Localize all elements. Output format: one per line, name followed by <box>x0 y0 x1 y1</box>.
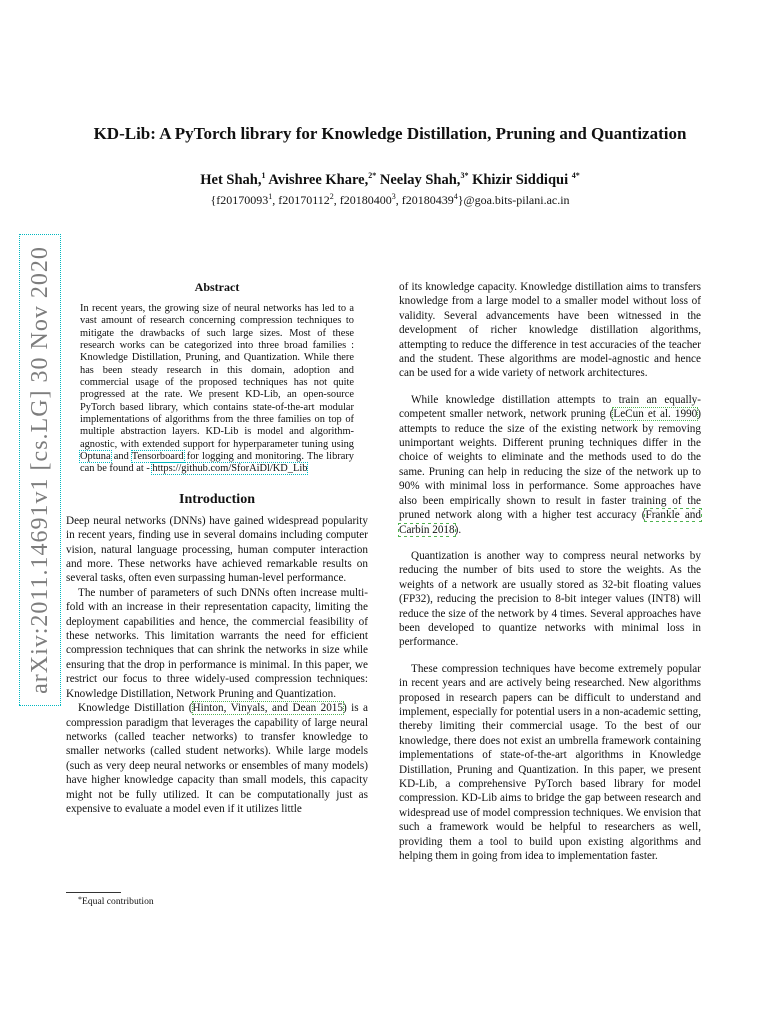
author-4: Khizir Siddiqui <box>468 172 572 188</box>
paper-title: KD-Lib: A PyTorch library for Knowledge Distillation, Pruning and Quantization <box>93 124 687 143</box>
email-3: , f20180400 <box>333 193 392 207</box>
email-2: , f20170112 <box>272 193 330 207</box>
citation-frankle[interactable]: Frankle and Carbin 2018 <box>399 509 701 536</box>
abstract-body <box>80 303 354 476</box>
citation-hinton[interactable]: Hinton, Vinyals, and Dean 2015 <box>192 702 343 715</box>
author-2: Avishree Khare, <box>265 172 369 188</box>
email-sup-1: 1 <box>268 192 273 201</box>
right-column <box>399 280 701 863</box>
arxiv-identifier[interactable]: arXiv:2011.14691v1 [cs.LG] 30 Nov 2020 <box>20 235 60 705</box>
intro-paragraph-2: The number of parameters of such DNNs often increase multi-fold with an increase in their representation capacity, limiting the deployment capabilities and hence, the commercial feasibility of these networks. This limitation warrants the need for efficient compression techniques that can shrink the networks in size while ensuring that the drop in performance is minimal. In this paper, we restrict our focus to three widely-used compression techniques: Knowledge Distillation, Network Pruning and Quantization. <box>66 586 368 700</box>
author-3: Neelay Shah, <box>376 172 461 188</box>
tensorboard-link[interactable]: Tensorboard <box>131 451 184 463</box>
intro-paragraph-1: Deep neural networks (DNNs) have gained widespread popularity in recent years, finding use in several domains including computer vision, natural language processing, human computer interaction and more. These networks have achieved remarkable results on several tasks, often even surpassing human-level performance. <box>66 514 368 585</box>
author-4-affiliation: 4* <box>571 171 580 180</box>
right-paragraph-1: of its knowledge capacity. Knowledge distillation aims to transfers knowledge from a large model to a smaller model without loss of validity. Several advancements have been witnessed in the development of richer knowledge distillation algorithms, attempting to reduce the difference in test accuracies of the teacher and the student. These algorithms are model-agnostic and hence can be used for a wide variety of network architectures. <box>399 281 701 380</box>
email-sup-3: 3 <box>391 192 396 201</box>
author-3-affiliation: 3* <box>460 171 469 180</box>
intro-p3-start: Knowledge Distillation ( <box>78 702 193 715</box>
email-sup-4: 4 <box>453 192 458 201</box>
email-sup-2: 2 <box>329 192 334 201</box>
abstract-text: In recent years, the growing size of neural networks has led to a vast amount of research concerning compression techniques to mitigate the drawbacks of such large sizes. Most of these research works can be categorized into three broad families : Knowledge Distillation, Pruning, and Quantization. While there has been steady research in this domain, adoption and commercial usage of the proposed techniques has not quite progressed at the rate. We present KD-Lib, an open-source PyTorch based library, which contains state-of-the-art modular implementations of algorithms from the three families on top of multiple abstraction layers. KD-Lib is model and algorithm-agnostic, with extended support for hyperparameter tuning using <box>80 303 354 450</box>
abstract-and: and <box>110 451 132 463</box>
abstract-tail: for logging and monitoring. The library can be found at - <box>80 451 354 475</box>
author-emails <box>40 193 740 208</box>
email-4: , f20180439 <box>395 193 454 207</box>
intro-p3-end: ) is a compression paradigm that leverages the capability of large neural networks (called teacher networks) to transfer knowledge to smaller networks (called student networks). While large models (such as very deep neural networks or ensembles of many models) have higher knowledge capacity than small models, this capacity might not be fully utilized. It can be computationally just as expensive to evaluate a model even if it utilizes little <box>66 702 369 815</box>
introduction-heading: Introduction <box>179 491 255 507</box>
author-2-affiliation: 2* <box>368 171 377 180</box>
left-column <box>66 280 368 816</box>
optuna-link[interactable]: Optuna <box>80 451 111 463</box>
abstract-heading: Abstract <box>194 280 240 294</box>
author-1: Het Shah, <box>200 172 262 188</box>
footnote-rule <box>66 892 121 893</box>
footnote-mark: * <box>78 895 82 904</box>
email-domain: }@goa.bits-pilani.ac.in <box>457 193 570 207</box>
author-list <box>40 172 740 189</box>
intro-paragraph-3 <box>66 701 368 816</box>
github-link[interactable]: https://github.com/SforAiDl/KD_Lib <box>152 463 308 475</box>
citation-lecun[interactable]: LeCun et al. 1990 <box>613 408 698 421</box>
email-open: {f20170093 <box>210 193 269 207</box>
right-p2-start: While knowledge distillation attempts to train an equally-competent smaller network, network pruning ( <box>399 393 701 421</box>
right-paragraph-3: Quantization is another way to compress neural networks by reducing the number of bits used to store the weights. As the weights of a network are usually stored as 32-bit floating values (FP32), reducing the precision to 8-bit integer values (INT8) will reduce the size of the network by 4 times. Several approaches have been developed to quantize networks with minimal loss in performance. <box>399 549 701 649</box>
right-p2-mid: ) attempts to reduce the size of the existing network by removing unimportant weights. Different pruning techniques differ in the choice of weights to eliminate and the methods used to do the same. Pruning can help in reducing the size of the network up to 90% with minimal loss in performance. Some approaches have also been empirically shown to result in faster training of the pruned network along with a higher test accuracy ( <box>399 408 701 522</box>
footnote <box>78 896 154 907</box>
right-p2-end: ). <box>454 523 462 536</box>
right-paragraph-4: These compression techniques have become extremely popular in recent years and are actively being researched. New algorithms proposed in research papers can be difficult to understand and implement, especially for potential users in a non-academic setting, thereby limiting their commercial usage. To the best of our knowledge, there does not exist an umbrella framework containing implementations of state-of-the-art algorithms in Knowledge Distillation, Pruning and Quantization. In this paper, we present KD-Lib, a comprehensive PyTorch based library for model compression. KD-Lib aims to bridge the gap between research and widespread use of model compression techniques. We envision that such a framework would be helpful to researchers as well, providing them a tool to build upon existing algorithms and helping them in going from idea to implementation faster. <box>399 662 701 863</box>
author-1-affiliation: 1 <box>261 171 266 180</box>
right-paragraph-2 <box>399 393 701 537</box>
footnote-text: Equal contribution <box>82 896 154 907</box>
